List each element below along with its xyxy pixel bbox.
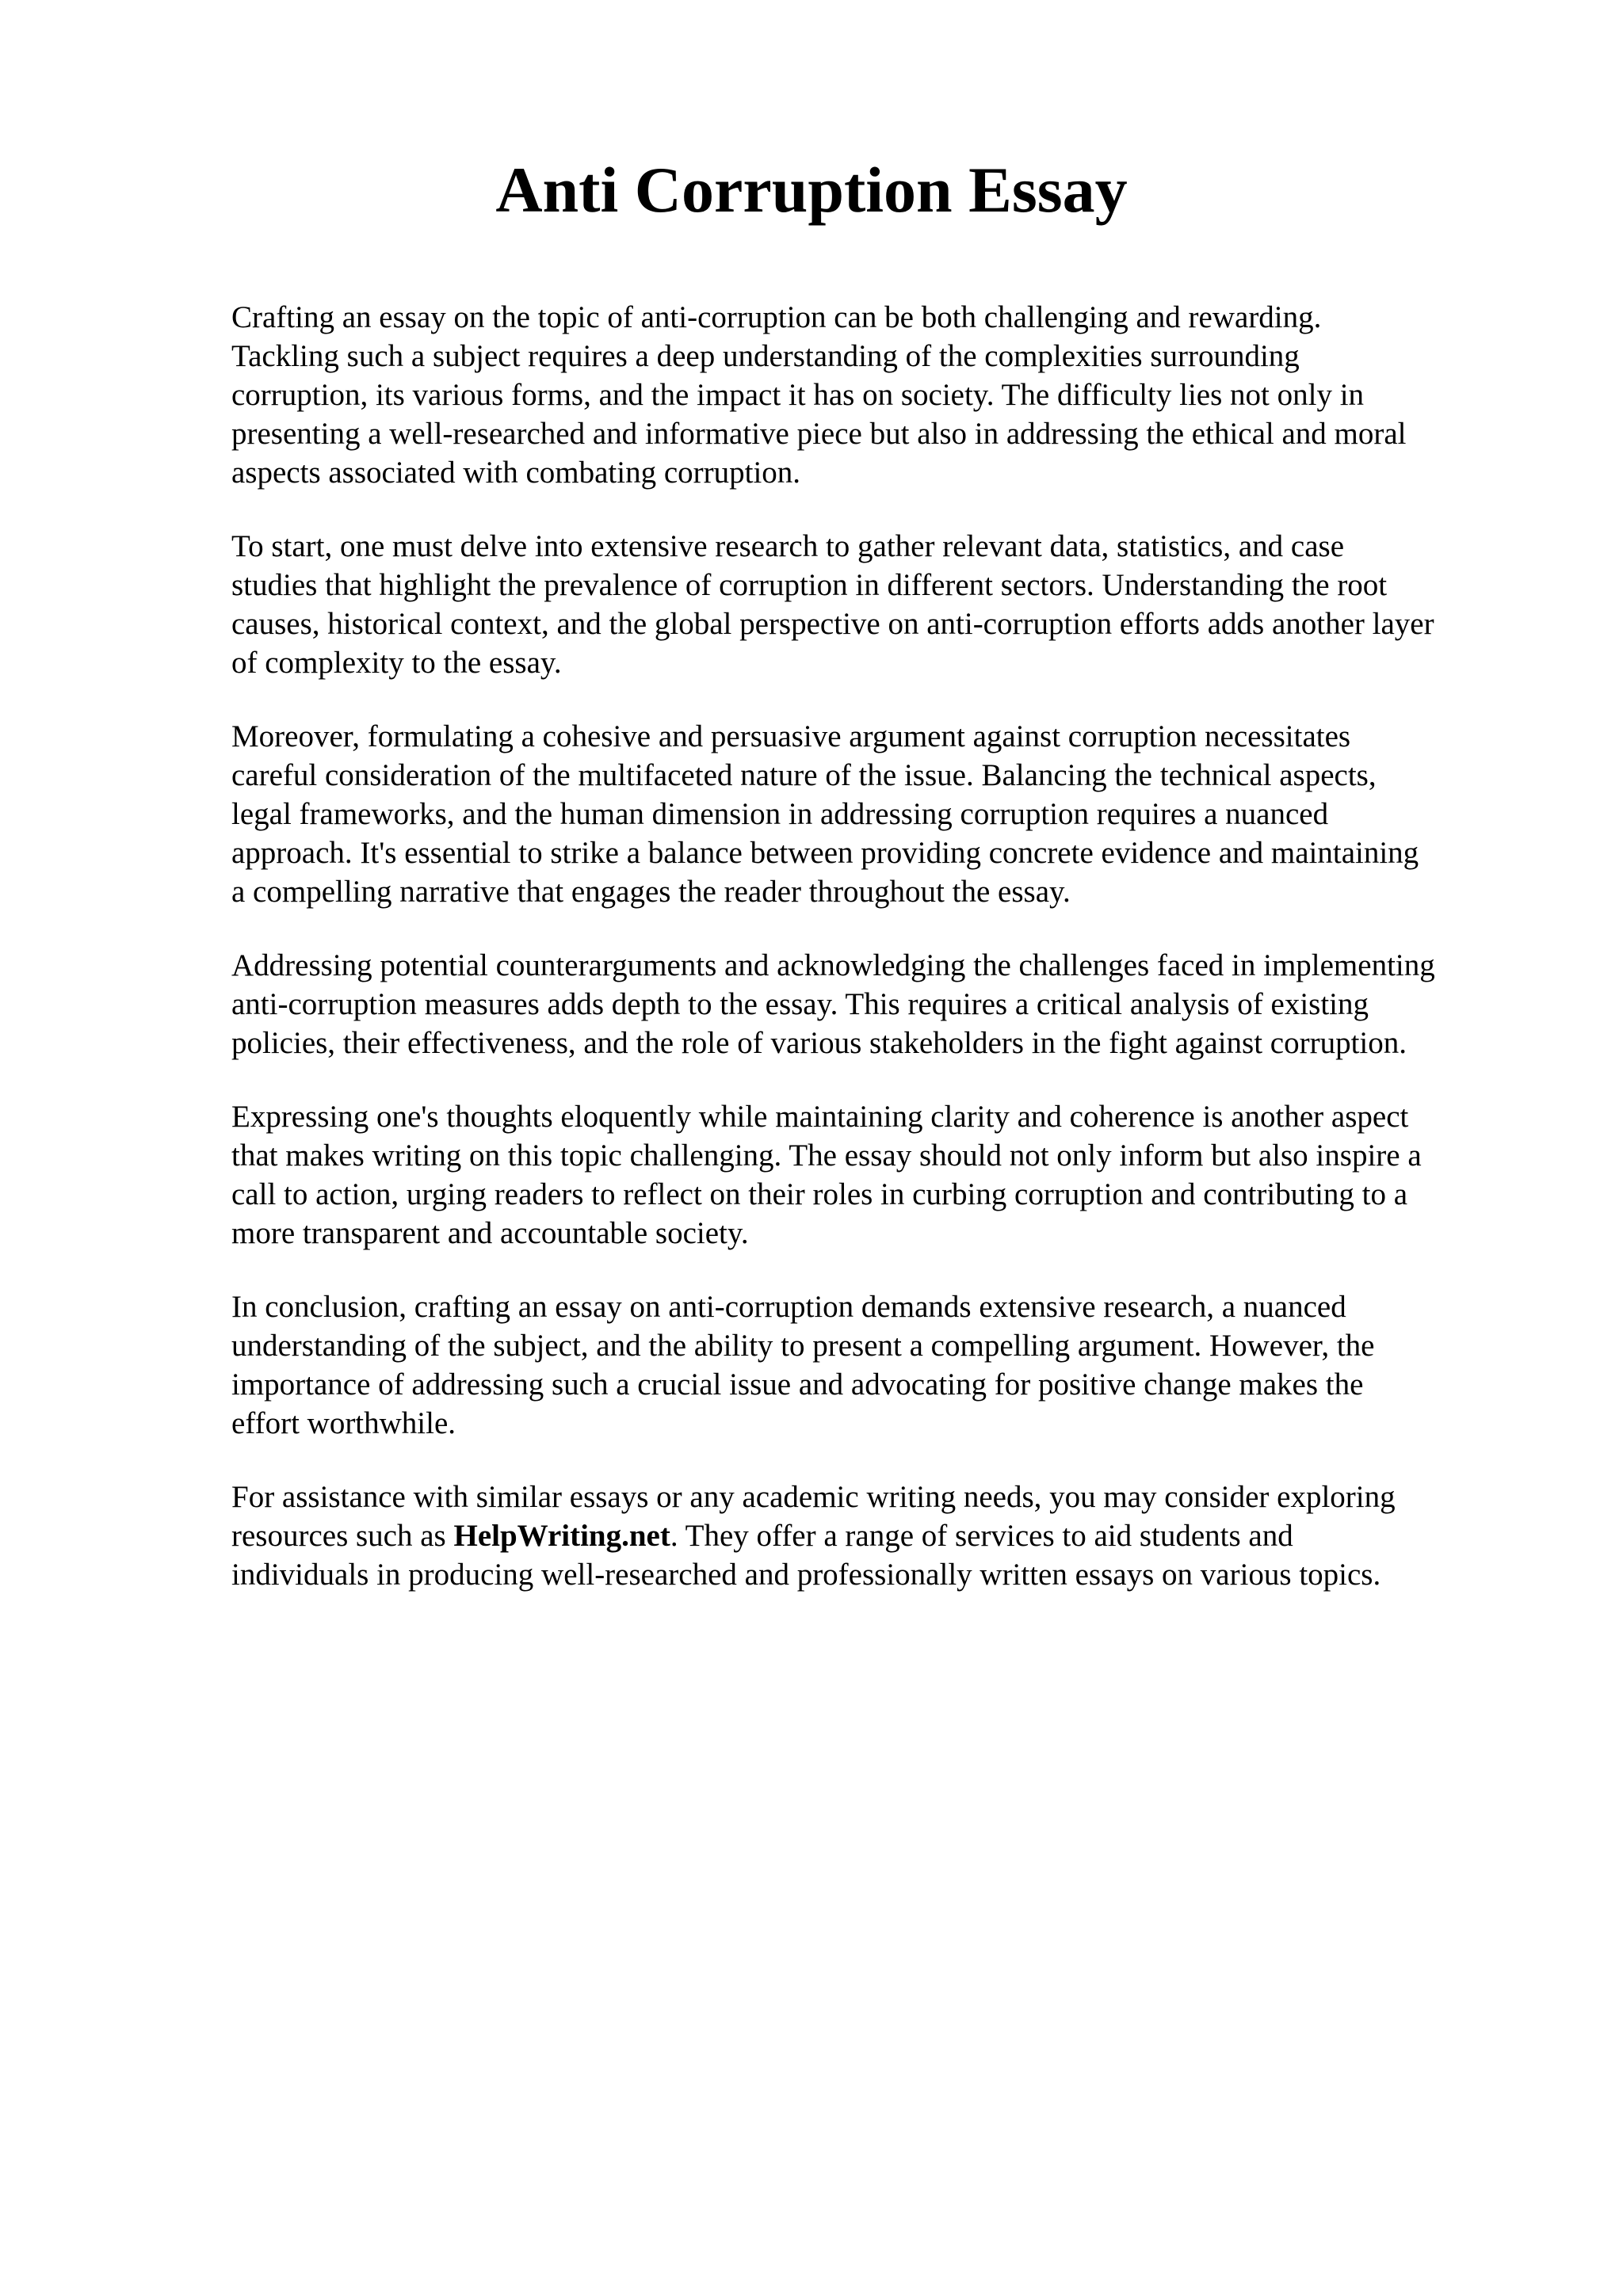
text-line: of complexity to the essay.	[231, 646, 562, 680]
text-line: aspects associated with combating corruption.	[231, 456, 801, 490]
page-title: Anti Corruption Essay	[495, 154, 1128, 226]
text-line: presenting a well-researched and informative piece but also in addressing the ethical and moral	[231, 417, 1407, 451]
paragraph-3	[231, 717, 1531, 911]
text-line: understanding of the subject, and the ability to present a compelling argument. However, the	[231, 1329, 1375, 1363]
text-line: call to action, urging readers to reflect on their roles in curbing corruption and contributing to a	[231, 1177, 1408, 1211]
text-line: anti-corruption measures adds depth to the essay. This requires a critical analysis of existing	[231, 987, 1369, 1021]
text-line: In conclusion, crafting an essay on anti-corruption demands extensive research, a nuanced	[231, 1290, 1346, 1324]
text-line: approach. It's essential to strike a balance between providing concrete evidence and maintaining	[231, 836, 1419, 870]
text-line: effort worthwhile.	[231, 1406, 456, 1440]
paragraph-5	[231, 1097, 1531, 1253]
text-line: Crafting an essay on the topic of anti-corruption can be both challenging and rewarding.	[231, 300, 1322, 334]
text-line: policies, their effectiveness, and the role of various stakeholders in the fight against corruption.	[231, 1026, 1407, 1060]
text-segment: . They offer a range of services to aid students and	[670, 1519, 1293, 1553]
text-line: studies that highlight the prevalence of corruption in different sectors. Understanding the root	[231, 568, 1388, 602]
text-line: a compelling narrative that engages the reader throughout the essay.	[231, 875, 1071, 909]
essay-body	[231, 298, 1531, 1629]
text-line: careful consideration of the multifaceted nature of the issue. Balancing the technical aspects,	[231, 758, 1377, 792]
text-line: To start, one must delve into extensive research to gather relevant data, statistics, and case	[231, 529, 1345, 563]
text-line: Expressing one's thoughts eloquently while maintaining clarity and coherence is another aspect	[231, 1100, 1409, 1134]
brand-name: HelpWriting.net	[453, 1519, 670, 1553]
text-line: Addressing potential counterarguments and acknowledging the challenges faced in implementing	[231, 948, 1435, 982]
text-segment: resources such as	[231, 1519, 454, 1553]
paragraph-6	[231, 1287, 1531, 1443]
text-line: Tackling such a subject requires a deep understanding of the complexities surrounding	[231, 339, 1300, 373]
text-line: Moreover, formulating a cohesive and persuasive argument against corruption necessitates	[231, 719, 1351, 753]
text-line: more transparent and accountable society.	[231, 1216, 749, 1250]
text-line: that makes writing on this topic challenging. The essay should not only inform but also inspire a	[231, 1138, 1422, 1173]
paragraph-1	[231, 298, 1531, 492]
text-line: corruption, its various forms, and the impact it has on society. The difficulty lies not only in	[231, 378, 1365, 412]
text-line: legal frameworks, and the human dimension in addressing corruption requires a nuanced	[231, 797, 1329, 831]
text-line	[231, 1516, 1531, 1555]
paragraph-2	[231, 527, 1531, 682]
closing-paragraph	[231, 1478, 1531, 1594]
text-line: importance of addressing such a crucial issue and advocating for positive change makes the	[231, 1367, 1364, 1402]
text-line: individuals in producing well-researched and professionally written essays on various topics.	[231, 1558, 1381, 1592]
text-line: For assistance with similar essays or any academic writing needs, you may consider exploring	[231, 1480, 1396, 1514]
paragraph-4	[231, 946, 1531, 1062]
text-line: causes, historical context, and the global perspective on anti-corruption efforts adds another layer	[231, 607, 1434, 641]
